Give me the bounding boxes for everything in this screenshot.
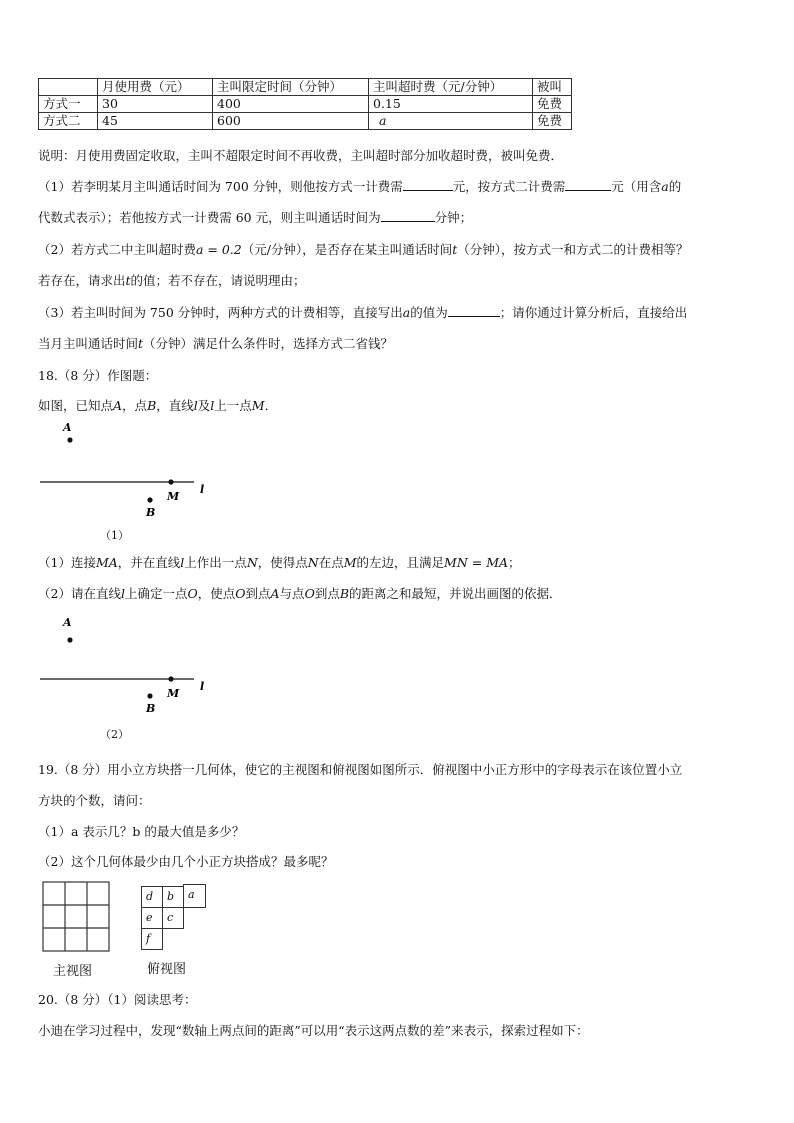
text: 元，按方式二计费需: [452, 179, 566, 194]
point-a-label: A: [113, 398, 123, 413]
text: （1）连接: [38, 555, 96, 570]
text: 若存在，请求出: [38, 273, 126, 288]
text: ，使得点: [257, 555, 308, 570]
text: 当月主叫通话时间: [38, 336, 139, 351]
q20-title: 20.（8 分）（1）阅读思考：: [38, 992, 197, 1007]
top-view-cell-b: b: [162, 886, 184, 908]
table-cell: 400: [213, 96, 369, 113]
table-cell: a: [369, 113, 533, 130]
text: 的左边，且满足: [356, 555, 445, 570]
top-view-caption: 俯视图: [147, 962, 187, 977]
formula: MN = MA: [444, 555, 509, 570]
text: 到点: [314, 586, 340, 601]
top-view-cell-c: c: [162, 907, 184, 929]
line-l-label: l: [200, 680, 205, 693]
table-cell: 45: [98, 113, 213, 130]
point-b-label: B: [146, 506, 156, 519]
text: ；请你通过计算分析后，直接给出: [499, 305, 688, 320]
text: （3）若主叫时间为 750 分钟时，两种方式的计费相等，直接写出: [38, 305, 403, 320]
point-o-label: O: [235, 586, 246, 601]
table-cell: 600: [213, 113, 369, 130]
text: 及: [197, 398, 211, 413]
point-m-label: M: [343, 555, 357, 570]
point-o-label: O: [304, 586, 315, 601]
point-b-label: B: [339, 586, 350, 601]
table-cell: 月使用费（元）: [98, 79, 213, 96]
text: （1）若李明某月主叫通话时间为 700 分钟，则他按方式一计费需: [38, 179, 403, 194]
text: （2）请在直线: [38, 586, 121, 601]
text: 代数式表示）；若他按方式一计费需 60 元，则主叫通话时间为: [38, 210, 381, 225]
top-view-cell-a: a: [183, 884, 206, 908]
text: （元/分钟），是否存在某主叫通话时间: [241, 242, 453, 257]
table-cell: 方式二: [39, 113, 98, 130]
figure-1-caption: （1）: [100, 529, 129, 542]
point-b-label: B: [146, 702, 156, 715]
figure-2-caption: （2）: [100, 728, 129, 741]
text: （分钟），按方式一和方式二的计费相等？: [457, 242, 689, 257]
q19-line1: 19.（8 分）用小立方块搭一几何体，使它的主视图和俯视图如图所示．俯视图中小正方形中的字母表示在该位置小立: [38, 762, 683, 777]
q18-title: 18.（8 分）作图题：: [38, 368, 158, 383]
table-cell: 主叫限定时间（分钟）: [213, 79, 369, 96]
text: （2）若方式二中主叫超时费: [38, 242, 196, 257]
formula: a = 0.2: [195, 242, 242, 257]
text: 的值为: [410, 305, 448, 320]
text: ．: [264, 398, 278, 413]
var-t: t: [125, 273, 131, 288]
text: 上作出一点: [184, 555, 247, 570]
q19-part2: （2）这个几何体最少由几个小正方块搭成？最多呢？: [38, 854, 334, 869]
top-view-cell-f: f: [141, 928, 163, 950]
text: 与点: [279, 586, 305, 601]
point-n-label: N: [246, 555, 258, 570]
var-t: t: [138, 336, 144, 351]
table-cell: 被叫: [533, 79, 572, 96]
point-a-label: A: [63, 616, 72, 629]
table-cell: 30: [98, 96, 213, 113]
text: 上确定一点: [124, 586, 188, 601]
text: 元（用含: [611, 179, 662, 194]
line-l-label: l: [193, 398, 198, 413]
point-a-label: A: [270, 586, 280, 601]
q19-line2: 方块的个数，请问：: [38, 793, 151, 808]
table-cell: 主叫超时费（元/分钟）: [369, 79, 533, 96]
text: （分钟）满足什么条件时，选择方式二省钱？: [143, 336, 394, 351]
table-cell: 方式一: [39, 96, 98, 113]
point-b-label: B: [147, 398, 157, 413]
line-l-label: l: [200, 483, 205, 496]
text: ，直线: [156, 398, 194, 413]
front-view-caption: 主视图: [53, 964, 93, 979]
text: 的值；若不存在，请说明理由；: [130, 273, 306, 288]
table-cell: 免费: [533, 113, 572, 130]
q19-part1: （1）a 表示几？b 的最大值是多少？: [38, 824, 245, 839]
q20-line1: 小迪在学习过程中，发现“数轴上两点间的距离”可以用“表示这两点数的差”来表示，探索过程如下：: [38, 1023, 589, 1038]
note-text: 说明：月使用费固定收取，主叫不超限定时间不再收费，主叫超时部分加收超时费，被叫免费．: [38, 148, 564, 163]
text: ，点: [122, 398, 148, 413]
text: 的距离之和最短，并说出画图的依据．: [349, 586, 562, 601]
text: ，并在直线: [117, 555, 181, 570]
line-l-label: l: [210, 398, 215, 413]
text: 上一点: [214, 398, 252, 413]
text: 在点: [318, 555, 344, 570]
top-view-cell-d: d: [141, 886, 163, 908]
line-l-label: l: [120, 586, 125, 601]
point-m-label: M: [251, 398, 265, 413]
point-n-label: N: [307, 555, 319, 570]
var-a: a: [402, 305, 411, 320]
point-a-label: A: [63, 421, 72, 434]
var-a: a: [661, 179, 669, 194]
segment-ma: MA: [95, 555, 118, 570]
point-m-label: M: [167, 490, 180, 503]
text: 如图，已知点: [38, 398, 114, 413]
point-o-label: O: [187, 586, 198, 601]
text: 到点: [245, 586, 271, 601]
top-view-cell-e: e: [141, 907, 163, 929]
text: 的: [668, 179, 682, 194]
table-cell: 免费: [533, 96, 572, 113]
text: 分钟；: [434, 210, 473, 225]
table-cell: 0.15: [369, 96, 533, 113]
text: ，使点: [197, 586, 236, 601]
var-t: t: [452, 242, 458, 257]
line-l-label: l: [180, 555, 185, 570]
text: ；: [508, 555, 521, 570]
point-m-label: M: [167, 687, 180, 700]
